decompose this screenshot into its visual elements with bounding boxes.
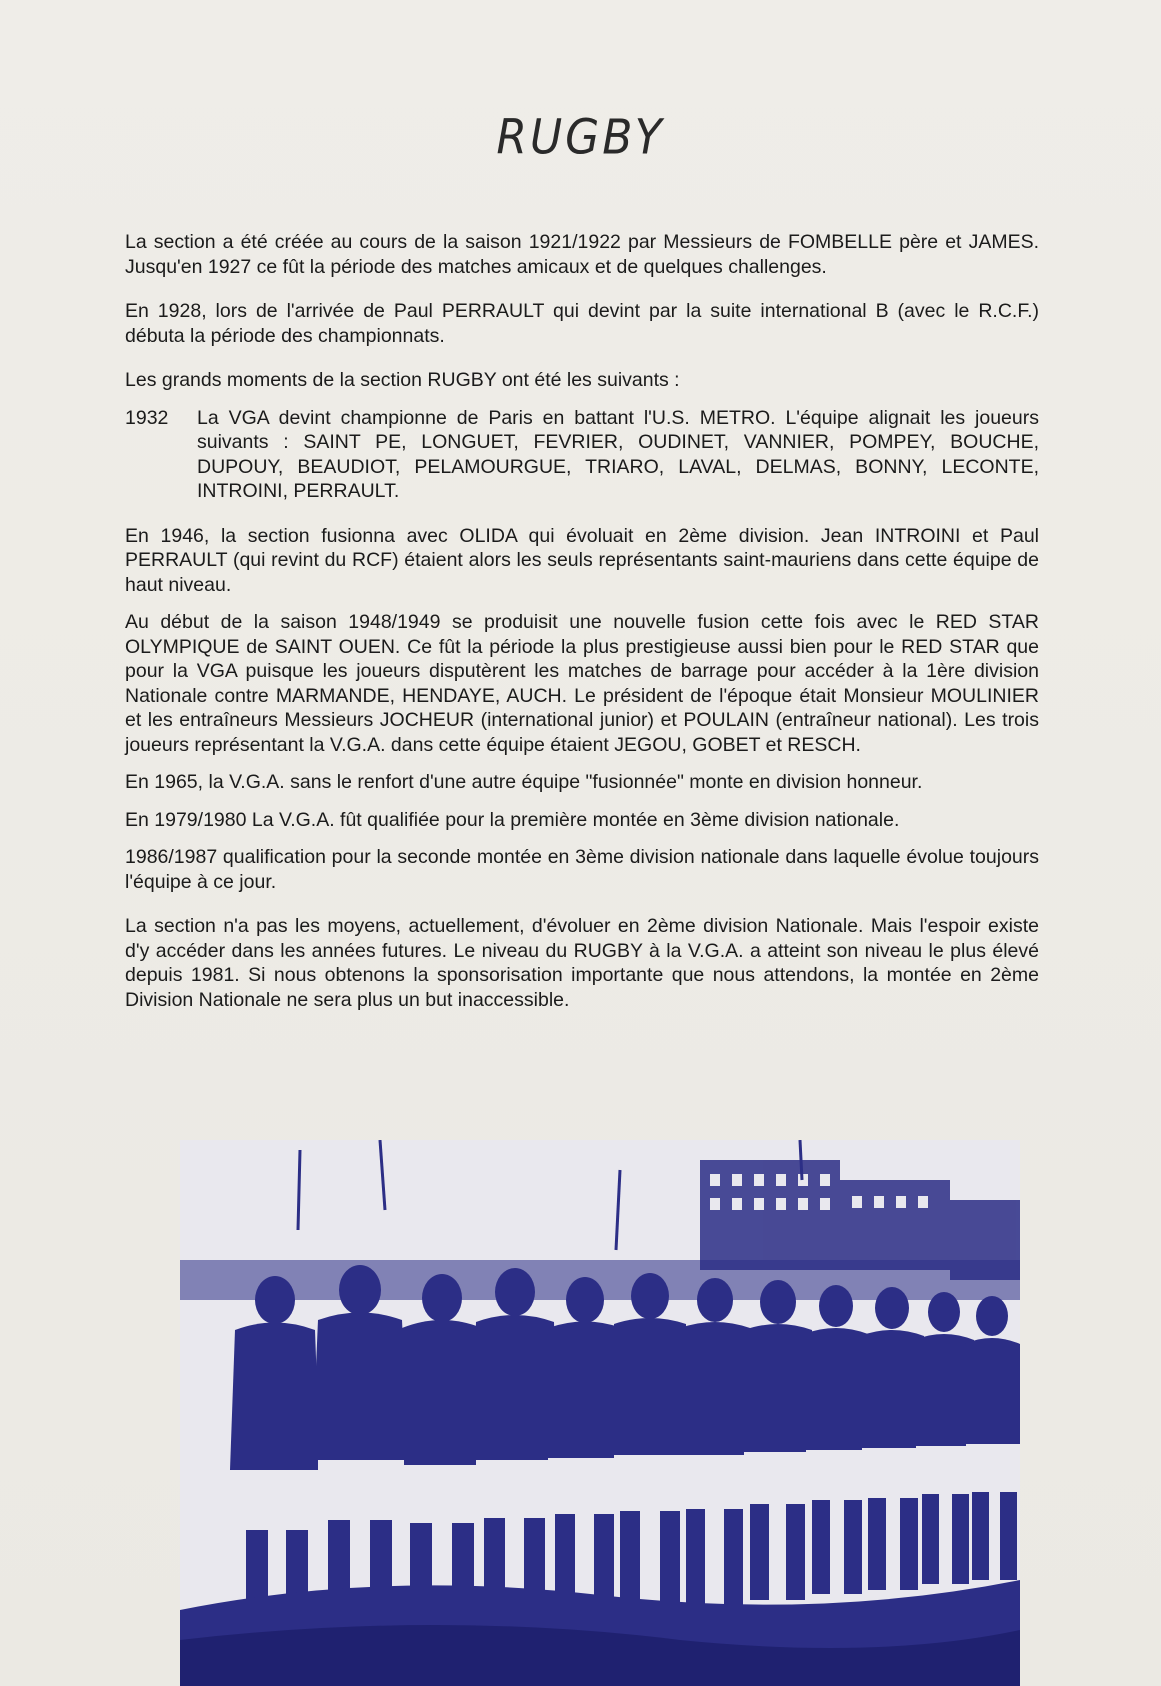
paragraph-highlights-intro: Les grands moments de la section RUGBY ont été les suivants : [125, 369, 680, 391]
paragraph-1948: Au début de la saison 1948/1949 se produisit une nouvelle fusion cette fois avec le RED STAR OLYMPIQUE de SAINT OUEN. Ce fût la période la plus prestigieuse aussi bien pour le RED STAR que pour la VGA puisque les joueurs disputèrent les matches de barrage pour accéder à la 1ère division Nationale contre MARMANDE, HENDAYE, AUCH. Le président de l'époque était Monsieur MOULINIER et les entraîneurs Messieurs JOCHEUR (international junior) et POULAIN (entraîneur national). Les trois joueurs représentant la V.G.A. dans cette équipe étaient JEGOU, GOBET et RESCH. [125, 611, 1039, 756]
paragraph-1928: En 1928, lors de l'arrivée de Paul PERRAULT qui devint par la suite international B (avec le R.C.F.) débuta la période des championnats. [125, 300, 1039, 347]
team-photo-illustration [180, 1140, 1020, 1686]
paragraph-future: La section n'a pas les moyens, actuellement, d'évoluer en 2ème division Nationale. Mais l'espoir existe d'y accéder dans les années futures. Le niveau du RUGBY à la V.G.A. a atteint son niveau le plus élevé depuis 1981. Si nous obtenons la sponsorisation importante que nous attendons, la montée en 2ème Division Nationale ne sera plus un but inaccessible. [125, 915, 1039, 1011]
entry-year: 1932 [125, 406, 169, 429]
paragraph-1979: En 1979/1980 La V.G.A. fût qualifiée pour la première montée en 3ème division nationale. [125, 808, 900, 831]
entry-1932 [125, 406, 1039, 504]
entry-text: La VGA devint championne de Paris en battant l'U.S. METRO. L'équipe alignait les joueurs suivants : SAINT PE, LONGUET, FEVRIER, OUDINET, VANNIER, POMPEY, BOUCHE, DUPOUY, BEAUDIOT, PELAMOURGUE, TRIARO, LAVAL, DELMAS, BONNY, LECONTE, INTROINI, PERRAULT. [197, 406, 1039, 502]
page-title: RUGBY [496, 109, 665, 166]
paragraph-1946: En 1946, la section fusionna avec OLIDA qui évoluait en 2ème division. Jean INTROINI et Paul PERRAULT (qui revint du RCF) étaient alors les seuls représentants saint-mauriens dans cette équipe de haut niveau. [125, 524, 1039, 596]
team-photo [180, 1140, 1020, 1686]
paragraph-founding: La section a été créée au cours de la saison 1921/1922 par Messieurs de FOMBELLE père et JAMES. Jusqu'en 1927 ce fût la période des matches amicaux et de quelques challenges. [125, 231, 1039, 278]
paragraph-1965: En 1965, la V.G.A. sans le renfort d'une autre équipe "fusionnée" monte en division honneur. [125, 771, 923, 793]
article-body [125, 230, 1039, 1032]
paragraph-1986: 1986/1987 qualification pour la seconde montée en 3ème division nationale dans laquelle évolue toujours l'équipe à ce jour. [125, 846, 1039, 893]
